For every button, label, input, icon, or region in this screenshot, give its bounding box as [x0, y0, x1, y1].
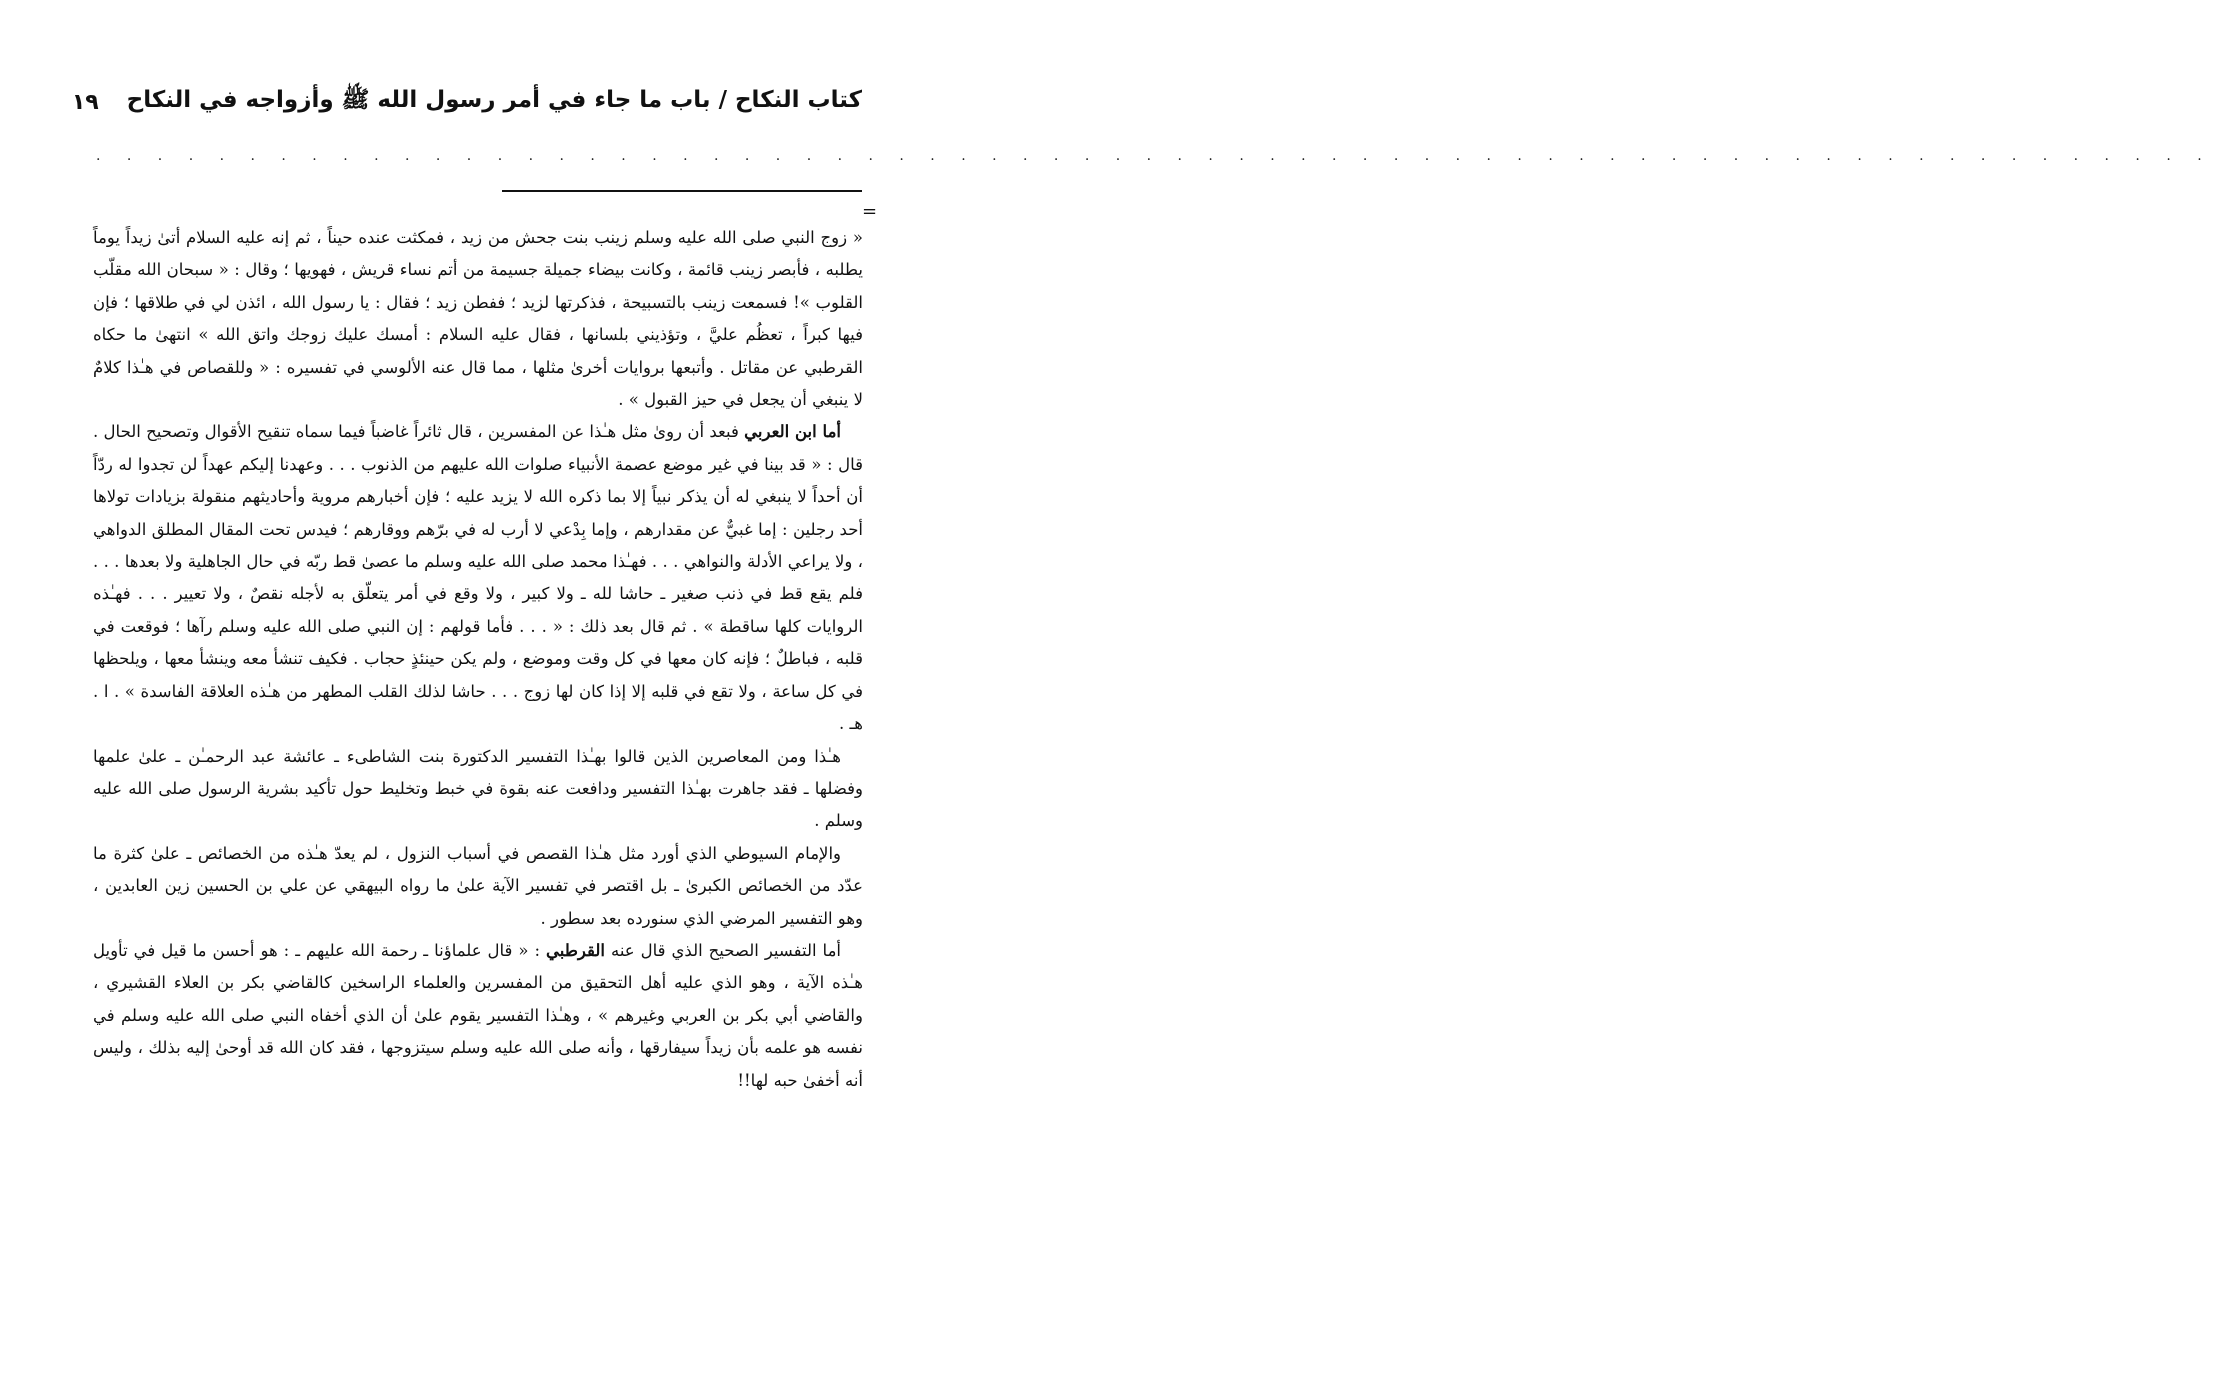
- paragraph-lead: أما التفسير الصحيح الذي قال عنه: [610, 940, 841, 960]
- paragraph: [93, 838, 863, 935]
- paragraph-text: : « قال علماؤنا ـ رحمة الله عليهم ـ : هو أحسن ما قيل في تأويل هـٰذه الآية ، وهو الذي عليه أهل التحقيق من المفسرين والعلماء الراسخين كالقاضي بكر بن العلاء القشيري ، والقاضي أبي بكر بن العربي وغيرهم » ، وهـٰذا التفسير يقوم علىٰ أن الذي أخفاه النبي صلى الله عليه وسلم في نفسه هو علمه بأن زيداً سيفارقها ، وأنه صلى الله عليه وسلم سيتزوجها ، فقد كان الله قد أوحىٰ إليه بذلك ، وليس أنه أخفىٰ حبه لها!!: [93, 940, 863, 1090]
- running-header: [71, 82, 862, 122]
- paragraph: [93, 222, 863, 416]
- paragraph: [93, 416, 863, 740]
- continuation-mark: =: [862, 201, 878, 222]
- paragraph-text: « زوج النبي صلى الله عليه وسلم زينب بنت جحش من زيد ، فمكثت عنده حيناً ، ثم إنه عليه السلام أتىٰ زيداً يوماً يطلبه ، فأبصر زينب قائمة ، وكانت بيضاء جميلة جسيمة من أتم نساء قريش ، فهويها ؛ وقال : « سبحان الله مقلّب القلوب »! فسمعت زينب بالتسبيحة ، فذكرتها لزيد ؛ ففطن زيد ؛ فقال : يا رسول الله ، ائذن لي في طلاقها ؛ فإن فيها كبراً ، تعظُم عليَّ ، وتؤذيني بلسانها ، فقال عليه السلام : أمسك عليك زوجك واتق الله » انتهىٰ ما حكاه القرطبي عن مقاتل . وأتبعها بروايات أخرىٰ مثلها ، مما قال عنه الألوسي في تفسيره : « وللقصاص في هـٰذا كلامٌ لا ينبغي أن يجعل في حيز القبول » .: [93, 228, 863, 410]
- dotted-separator: . . . . . . . . . . . . . . . . . . . . . . . . . . . . . . . . . . . . . . . . . . . . . . . . . . . . . . . . . . . . . . . . . . . . .: [96, 148, 2213, 164]
- page-number: ١٩: [71, 89, 99, 115]
- paragraph-text: هـٰذا ومن المعاصرين الذين قالوا بهـٰذا التفسير الدكتورة بنت الشاطىء ـ عائشة عبد الرحمـٰن ـ علىٰ علمها وفضلها ـ فقد جاهرت بهـٰذا التفسير ودافعت عنه بقوة في خبط وتخليط حول تأكيد بشرية الرسول صلى الله عليه وسلم .: [93, 746, 863, 831]
- paragraph: [93, 935, 863, 1097]
- chapter-title: كتاب النكاح / باب ما جاء في أمر رسول الله ﷺ وأزواجه في النكاح: [126, 87, 862, 113]
- paragraph: [93, 741, 863, 838]
- paragraph-bold-lead: أما ابن العربي: [744, 422, 841, 442]
- paragraph-bold-lead: القرطبي: [546, 940, 605, 960]
- paragraph-text: فبعد أن روىٰ مثل هـٰذا عن المفسرين ، قال ثائراً غاضباً فيما سماه تنقيح الأقوال وتصحيح الحال . قال : « قد بينا في غير موضع عصمة الأنبياء صلوات الله عليهم من الذنوب . . . وعهدنا إليكم عهداً لن تجدوا له ردّاً أن أحداً لا ينبغي له أن يذكر نبياً إلا بما ذكره الله لا يزيد عليه ؛ فإن أخبارهم مروية وأحاديثهم منقولة بزيادات تولاها أحد رجلين : إما غبيٌّ عن مقدارهم ، وإما بِدْعي لا أرب له في برّهم ووقارهم ؛ فيدس تحت المقال المطلق الدواهي ، ولا يراعي الأدلة والنواهي . . . فهـٰذا محمد صلى الله عليه وسلم ما عصىٰ قط ربّه في حال الجاهلية ولا بعدها . . . فلم يقع قط في ذنب صغير ـ حاشا لله ـ ولا كبير ، ولا وقع في أمر يتعلّق به لأجله نقصٌ ، ولا تعيير . . . فهـٰذه الروايات كلها ساقطة » . ثم قال بعد ذلك : « . . . فأما قولهم : إن النبي صلى الله عليه وسلم رآها ؛ فوقعت في قلبه ، فباطلٌ ؛ فإنه كان معها في كل وقت وموضع ، ولم يكن حينئذٍ حجاب . فكيف تنشأ معه وينشأ معها ، ويلحظها في كل ساعة ، ولا تقع في قلبه إلا إذا كان لها زوج . . . حاشا لذلك القلب المطهر من هـٰذه العلاقة الفاسدة » . ا . هـ .: [93, 422, 863, 734]
- paragraph-text: والإمام السيوطي الذي أورد مثل هـٰذا القصص في أسباب النزول ، لم يعدّ هـٰذه من الخصائص ـ علىٰ كثرة ما عدّد من الخصائص الكبرىٰ ـ بل اقتصر في تفسير الآية علىٰ ما رواه البيهقي عن علي بن الحسين زين العابدين ، وهو التفسير المرضي الذي سنورده بعد سطور .: [93, 843, 863, 928]
- footnote-body: [93, 222, 863, 1097]
- footnote-separator: [502, 190, 862, 192]
